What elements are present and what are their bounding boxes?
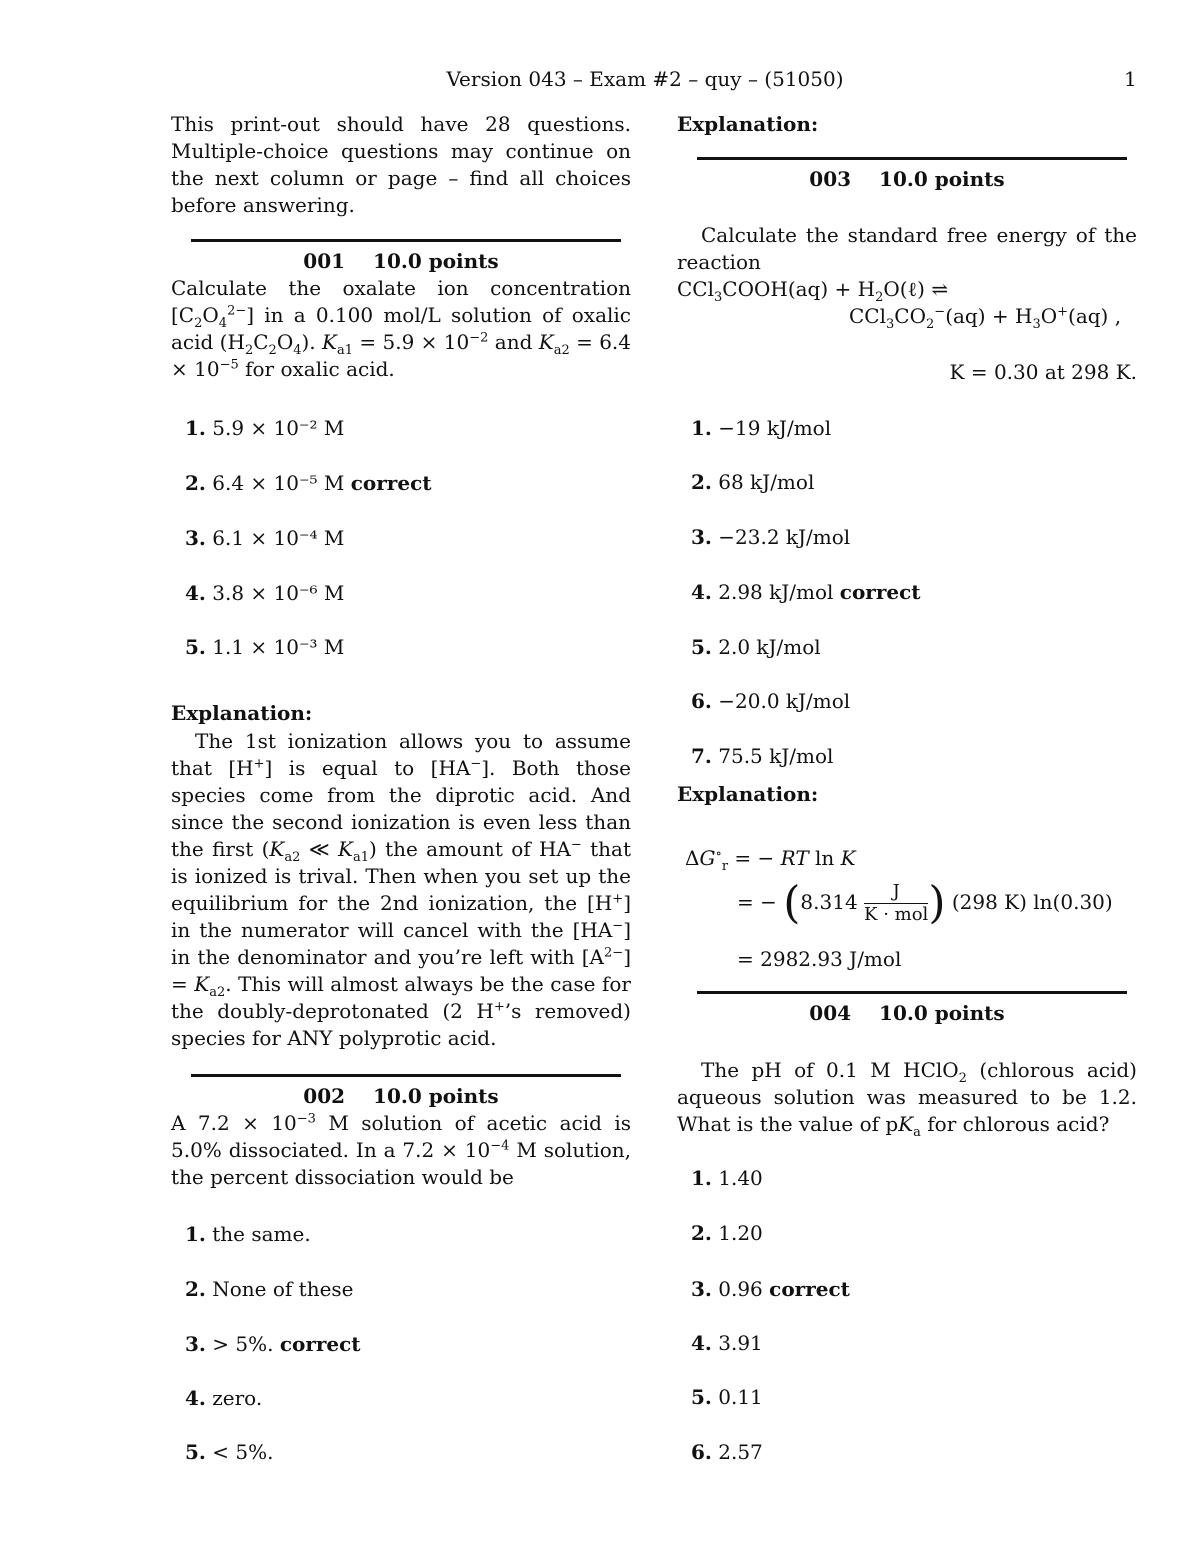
choice-text: 2.0 kJ/mol [718, 635, 821, 659]
answer-choice[interactable] [691, 1330, 763, 1357]
question-number: 004 [809, 1001, 852, 1025]
divider [697, 157, 1127, 160]
answer-choice[interactable] [185, 1331, 361, 1358]
answer-choice[interactable] [691, 579, 921, 606]
choice-text: 1.1 × 10⁻³ M [212, 635, 345, 659]
choice-text: zero. [212, 1386, 263, 1410]
question-header [171, 1083, 631, 1110]
answer-choice[interactable] [185, 1276, 354, 1303]
choice-text: 68 kJ/mol [718, 470, 815, 494]
question-004 [677, 991, 1137, 1027]
question-number: 001 [303, 249, 346, 273]
question-points: 10.0 points [879, 1001, 1005, 1025]
answer-choice[interactable] [185, 470, 431, 497]
question-header [171, 248, 631, 275]
choice-text: 3.8 × 10⁻⁶ M [212, 581, 345, 605]
choice-text: > 5%. [212, 1332, 274, 1356]
choice-text: 0.11 [718, 1385, 763, 1409]
explanation-label: Explanation: [171, 701, 313, 725]
choice-number: 6. [691, 1440, 712, 1464]
choice-number: 5. [691, 635, 712, 659]
reaction-line-1: CCl$_3$COOH(aq) + $H_2O(\ell)$ ⇌ [677, 277, 949, 305]
choice-text: 6.4 × 10⁻⁵ M [212, 471, 345, 495]
answer-choice[interactable] [691, 688, 850, 715]
choice-text: −19 kJ/mol [718, 416, 832, 440]
answer-choice[interactable] [691, 1165, 763, 1192]
choice-number: 1. [691, 416, 712, 440]
choice-number: 3. [185, 1332, 206, 1356]
choice-text: None of these [212, 1277, 354, 1301]
answer-choice[interactable] [185, 525, 344, 552]
answer-choice[interactable] [185, 415, 344, 442]
page-number: 1 [1124, 67, 1137, 91]
question-002 [171, 1074, 631, 1191]
unit-fraction: $\frac{J}{\text{K · mol}}$ [864, 881, 929, 925]
left-column [171, 111, 631, 1531]
divider [697, 991, 1127, 994]
answer-choice[interactable] [691, 743, 833, 770]
intro-text: This print-out should have 28 questions. Multiple-choice questions may continue on the next column or page – find all choices before answering. [171, 112, 631, 217]
question-001 [171, 239, 631, 383]
question-points: 10.0 points [879, 167, 1005, 191]
question-header [677, 1000, 1137, 1027]
choice-number: 4. [185, 1386, 206, 1410]
choice-number: 6. [691, 689, 712, 713]
choice-text: the same. [212, 1222, 311, 1246]
answer-choice[interactable] [185, 1221, 311, 1248]
equation-line-3: = 2982.93 J/mol [737, 947, 902, 971]
choice-number: 7. [691, 744, 712, 768]
answer-choice[interactable] [691, 524, 850, 551]
choice-text: 1.20 [718, 1221, 763, 1245]
choice-text: 75.5 kJ/mol [718, 744, 834, 768]
question-prompt: Calculate the oxalate ion concentration $[C_2O_4^{2-}]$ in a 0.100 mol/L solution of oxalic acid $(H_2C_2O_4)$. $K_{a1} = 5.9 \times 10^{-2}$ and $K_{a2} = 6.4 \times 10^{-5}$ for oxalic acid. [171, 276, 632, 381]
choice-number: 1. [691, 1166, 712, 1190]
explanation-text: The 1st ionization allows you to assume that [H+] is equal to [HA−]. Both those species come from the diprotic acid. And since the second ionization is even less than the first ($K_{a2}$ ≪ $K_{a1}$) the amount of HA− that is ionized is trival. Then when you set up the equilibrium for the 2nd ionization, the [H+] in the numerator will cancel with the [HA−] in the denominator and you’re left with $[A^{2-}] = K_{a2}$. This will almost always be the case for the doubly-deprotonated (2 H+’s removed) species for ANY polyprotic acid. [171, 729, 632, 1050]
choice-number: 2. [691, 1221, 712, 1245]
question-number: 003 [809, 167, 852, 191]
choice-text: < 5%. [212, 1440, 274, 1464]
answer-choice[interactable] [185, 1439, 273, 1466]
choice-number: 5. [185, 1440, 206, 1464]
choice-text: −23.2 kJ/mol [718, 525, 851, 549]
divider [191, 239, 621, 242]
equation-line-1: $\Delta G^\circ_r$ = − RT ln K [685, 846, 856, 874]
choice-text: 6.1 × 10⁻⁴ M [212, 526, 345, 550]
question-prompt: A $7.2 \times 10^{-3}$ M solution of acetic acid is 5.0% dissociated. In a $7.2 \times 10^{-4}$ M solution, the percent dissociation would be [171, 1111, 631, 1189]
choice-number: 5. [185, 635, 206, 659]
divider [191, 1074, 621, 1077]
choice-number: 2. [691, 470, 712, 494]
choice-text: 2.57 [718, 1440, 763, 1464]
question-header [677, 166, 1137, 193]
correct-marker: correct [769, 1277, 850, 1301]
question-number: 002 [303, 1084, 346, 1108]
answer-choice[interactable] [691, 1384, 763, 1411]
answer-choice[interactable] [691, 1276, 850, 1303]
explanation-label: Explanation: [677, 782, 819, 806]
choice-text: 3.91 [718, 1331, 763, 1355]
correct-marker: correct [279, 1332, 361, 1356]
question-points: 10.0 points [373, 1084, 499, 1108]
choice-text: −20.0 kJ/mol [718, 689, 851, 713]
choice-text: 0.96 [718, 1277, 763, 1301]
choice-number: 2. [185, 471, 206, 495]
explanation-label: Explanation: [677, 112, 819, 136]
choice-number: 4. [691, 1331, 712, 1355]
question-prompt: The pH of 0.1 M HClO$_2$ (chlorous acid) aqueous solution was measured to be 1.2. What is the value of $pK_a$ for chlorous acid? [677, 1058, 1137, 1140]
choice-number: 3. [691, 525, 712, 549]
choice-text: 2.98 kJ/mol [718, 580, 834, 604]
question-prompt: Calculate the standard free energy of the reaction [677, 223, 1137, 274]
question-003 [677, 157, 1137, 193]
equation-line-2: = − (8.314 $\frac{J}{\text{K · mol}}$ ) (298 K) ln(0.30) [737, 877, 1113, 929]
answer-choice[interactable] [185, 580, 344, 607]
choice-number: 4. [185, 581, 206, 605]
answer-choice[interactable] [691, 1439, 763, 1466]
choice-text: 1.40 [718, 1166, 763, 1190]
answer-choice[interactable] [185, 634, 344, 661]
choice-number: 5. [691, 1385, 712, 1409]
answer-choice[interactable] [691, 415, 831, 442]
choice-number: 1. [185, 1222, 206, 1246]
choice-number: 1. [185, 416, 206, 440]
answer-choice[interactable] [691, 469, 814, 496]
page-header [0, 66, 1200, 94]
reaction-line-2: $CCl_3CO_2^-(aq) + H_3O^+(aq)$ , [849, 304, 1122, 332]
choice-number: 4. [691, 580, 712, 604]
choice-number: 3. [691, 1277, 712, 1301]
right-column [677, 111, 1137, 1531]
answer-choice[interactable] [691, 634, 821, 661]
correct-marker: correct [350, 471, 432, 495]
choice-text: 5.9 × 10⁻² M [212, 416, 345, 440]
equilibrium-constant: K = 0.30 at 298 K. [949, 360, 1137, 384]
choice-number: 3. [185, 526, 206, 550]
question-points: 10.0 points [373, 249, 499, 273]
answer-choice[interactable] [691, 1220, 763, 1247]
correct-marker: correct [839, 580, 921, 604]
exam-title: Version 043 – Exam #2 – quy – (51050) [446, 67, 844, 91]
answer-choice[interactable] [185, 1385, 262, 1412]
choice-number: 2. [185, 1277, 206, 1301]
